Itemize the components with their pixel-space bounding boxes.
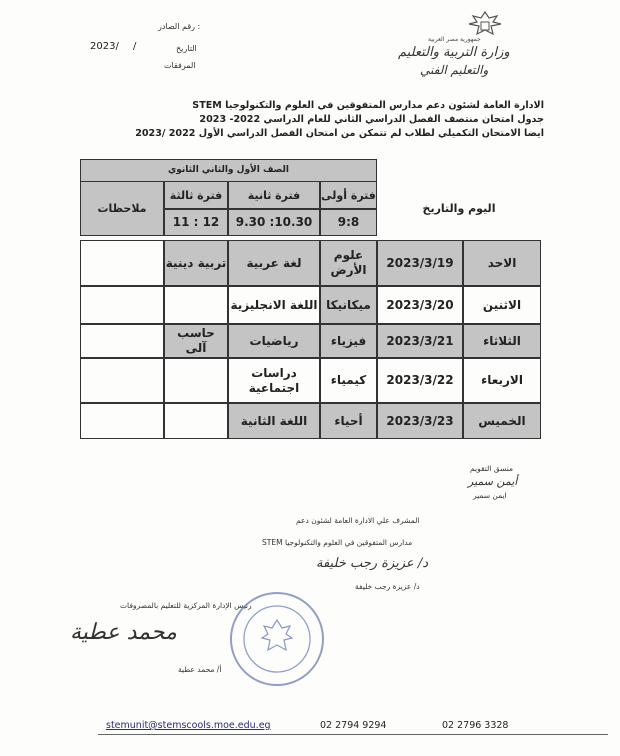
- row-notes: [80, 240, 164, 286]
- row-period2: رياضيات: [228, 324, 320, 358]
- central-admin-name: أ/ محمد عطية: [178, 665, 222, 674]
- notes-label: ملاحظات: [80, 181, 164, 236]
- row-day: الخميس: [463, 403, 541, 439]
- row-notes: [80, 358, 164, 403]
- row-period2: اللغة الثانية: [228, 403, 320, 439]
- ref-date-value: 2023/: [90, 41, 119, 52]
- official-stamp: [228, 590, 326, 688]
- period3-label: فترة ثالثة: [164, 181, 228, 209]
- footer: [98, 720, 608, 734]
- row-date: 2023/3/23: [377, 403, 463, 439]
- row-day: الاحد: [463, 240, 541, 286]
- row-day: الاربعاء: [463, 358, 541, 403]
- row-period1: فيزياء: [320, 324, 377, 358]
- row-period1: كيمياء: [320, 358, 377, 403]
- supervisor-name: د/ عزيزة رجب خليفة: [355, 582, 420, 591]
- heading-department: الادارة العامة لشئون دعم مدارس المتفوقين في العلوم والتكنولوجيا STEM: [192, 100, 544, 111]
- row-period1: علوم الأرض: [320, 240, 377, 286]
- letterhead-republic: جمهورية مصر العربية: [428, 36, 481, 43]
- supervisor-line1: المشرف علي الادارة العامة لشئون دعم: [296, 516, 420, 525]
- row-period3: [164, 286, 228, 324]
- row-notes: [80, 286, 164, 324]
- row-period1: ميكانيكا: [320, 286, 377, 324]
- coordinator-signature: أيمن سمير: [468, 475, 518, 488]
- row-notes: [80, 403, 164, 439]
- period1-time: 9:8: [320, 209, 377, 236]
- footer-email[interactable]: stemunit@stemscools.moe.edu.eg: [106, 720, 271, 731]
- day-date-label: اليوم والتاريخ: [422, 202, 496, 215]
- footer-phone2: 02 2796 3328: [442, 720, 509, 731]
- row-period3: حاسب آلى: [164, 324, 228, 358]
- row-day: الثلاثاء: [463, 324, 541, 358]
- row-period2: اللغة الانجليزية: [228, 286, 320, 324]
- ref-number-label: رقم الصادر :: [158, 22, 201, 31]
- row-period3: [164, 358, 228, 403]
- period2-time: 10.30: 9.30: [228, 209, 320, 236]
- period1-label: فترة أولى: [320, 181, 377, 209]
- footer-divider: [98, 734, 608, 735]
- heading-schedule: جدول امتحان منتصف الفصل الدراسي الثاني للعام الدراسي 2022- 2023: [199, 114, 544, 125]
- row-period3: [164, 403, 228, 439]
- period3-time: 12 : 11: [164, 209, 228, 236]
- central-admin-title: رئيس الإدارة المركزية للتعليم بالمصروفات: [120, 601, 252, 610]
- row-period3: تربية دينية: [164, 240, 228, 286]
- row-day: الاثنين: [463, 286, 541, 324]
- ref-date-separator: /: [133, 41, 137, 52]
- ref-attachments-label: المرفقات: [164, 61, 196, 70]
- central-admin-signature: محمد عطية: [70, 620, 177, 645]
- ref-date-label: التاريخ: [176, 44, 197, 53]
- footer-phone1: 02 2794 9294: [320, 720, 387, 731]
- heading-makeup-exam: ايضا الامتحان التكميلي لطلاب لم تتمكن من امتحان الفصل الدراسي الأول 2022 /2023: [135, 128, 544, 139]
- period2-label: فترة ثانية: [228, 181, 320, 209]
- grade-label: الصف الأول والثاني الثانوي: [80, 159, 377, 181]
- letterhead-technical: والتعليم الفني: [420, 63, 489, 77]
- row-period2: دراسات اجتماعية: [228, 358, 320, 403]
- row-notes: [80, 324, 164, 358]
- letterhead-ministry: وزارة التربية والتعليم: [398, 45, 510, 60]
- coordinator-title: منسق التقويم: [470, 464, 513, 473]
- row-period1: أحياء: [320, 403, 377, 439]
- row-date: 2023/3/21: [377, 324, 463, 358]
- row-date: 2023/3/22: [377, 358, 463, 403]
- row-date: 2023/3/19: [377, 240, 463, 286]
- supervisor-line2: مدارس المتفوقين في العلوم والتكنولوجيا STEM: [262, 538, 413, 547]
- supervisor-signature: د/ عزيزة رجب خليفة: [316, 556, 428, 571]
- row-date: 2023/3/20: [377, 286, 463, 324]
- coordinator-name: ايمن سمير: [473, 491, 507, 500]
- row-period2: لغة عربية: [228, 240, 320, 286]
